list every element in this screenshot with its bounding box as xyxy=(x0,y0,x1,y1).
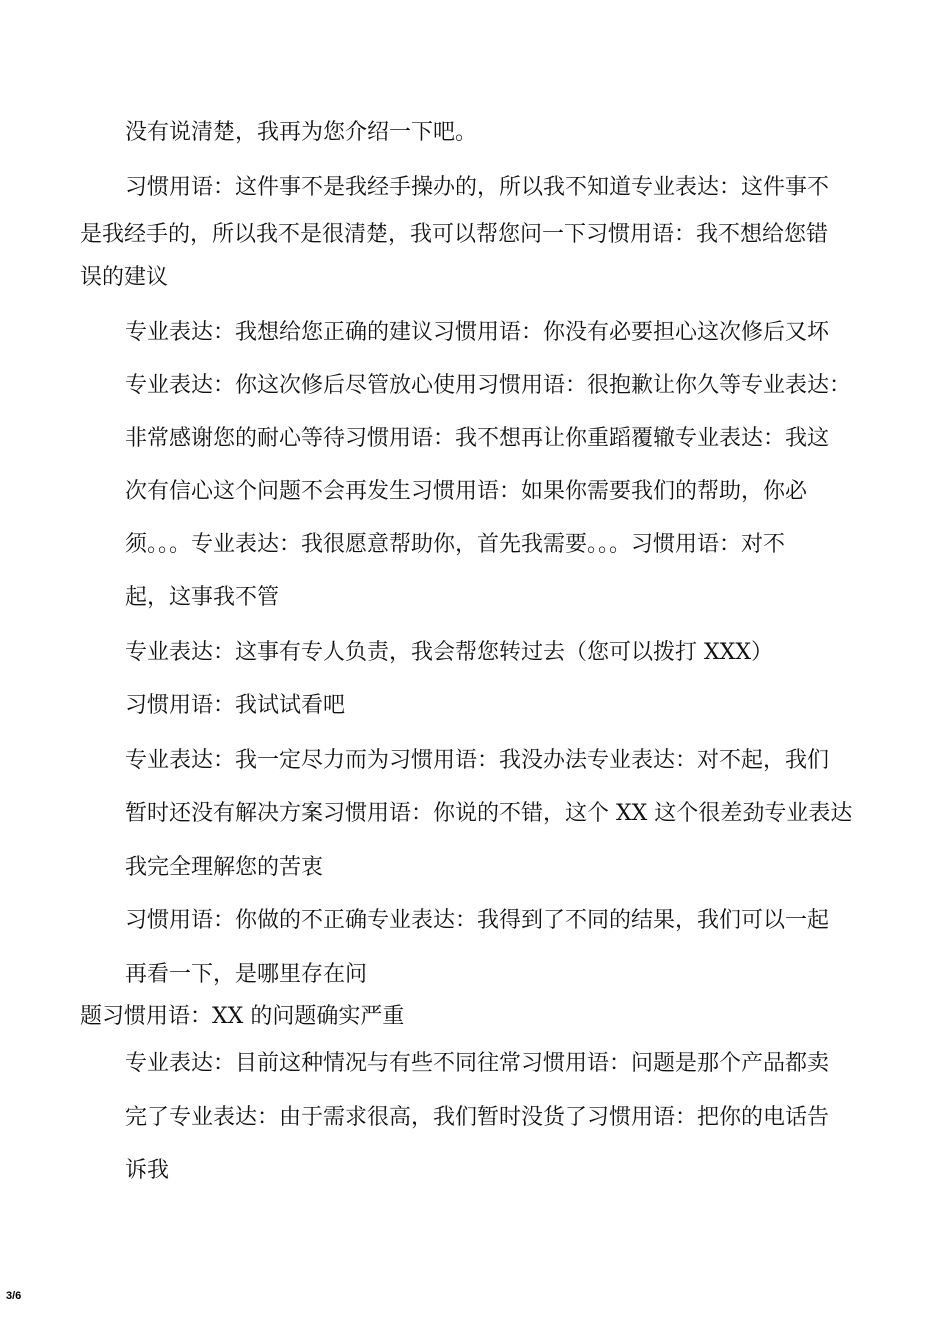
text-line: 起，这事我不管 xyxy=(125,585,280,610)
text-line: 习惯用语：我试试看吧 xyxy=(125,693,346,718)
text-line: 误的建议 xyxy=(80,265,169,290)
text-line: 专业表达：这事有专人负责，我会帮您转过去（您可以拨打 XXX） xyxy=(125,640,773,665)
text-line: 须。。。专业表达：我很愿意帮助你，首先我需要。。。习惯用语：对不 xyxy=(125,532,786,557)
text-line: 再看一下，是哪里存在问 xyxy=(125,962,368,987)
page-number: 3/6 xyxy=(6,1290,22,1302)
text-line: 专业表达：我一定尽力而为习惯用语：我没办法专业表达：对不起，我们 xyxy=(125,748,830,773)
text-line: 习惯用语：这件事不是我经手操办的，所以我不知道专业表达：这件事不 xyxy=(125,175,830,200)
text-line: 暂时还没有解决方案习惯用语：你说的不错，这个 XX 这个很差劲专业表达 xyxy=(125,801,853,826)
text-line: 没有说清楚，我再为您介绍一下吧。 xyxy=(125,120,478,145)
text-line: 专业表达：我想给您正确的建议习惯用语：你没有必要担心这次修后又坏 xyxy=(125,320,830,345)
text-line: 习惯用语：你做的不正确专业表达：我得到了不同的结果，我们可以一起 xyxy=(125,908,830,933)
text-line: 我完全理解您的苦衷 xyxy=(125,855,324,880)
text-line: 诉我 xyxy=(125,1158,170,1183)
text-line: 完了专业表达：由于需求很高，我们暂时没货了习惯用语：把你的电话告 xyxy=(125,1105,830,1130)
text-line: 专业表达：目前这种情况与有些不同往常习惯用语：问题是那个产品都卖 xyxy=(125,1051,830,1076)
text-line: 次有信心这个问题不会再发生习惯用语：如果你需要我们的帮助，你必 xyxy=(125,479,808,504)
text-line: 专业表达：你这次修后尽管放心使用习惯用语：很抱歉让你久等专业表达： xyxy=(125,373,852,398)
text-line: 题习惯用语：XX 的问题确实严重 xyxy=(80,1004,405,1029)
text-line: 非常感谢您的耐心等待习惯用语：我不想再让你重蹈覆辙专业表达：我这 xyxy=(125,426,830,451)
text-line: 是我经手的，所以我不是很清楚，我可以帮您问一下习惯用语：我不想给您错 xyxy=(80,222,829,247)
